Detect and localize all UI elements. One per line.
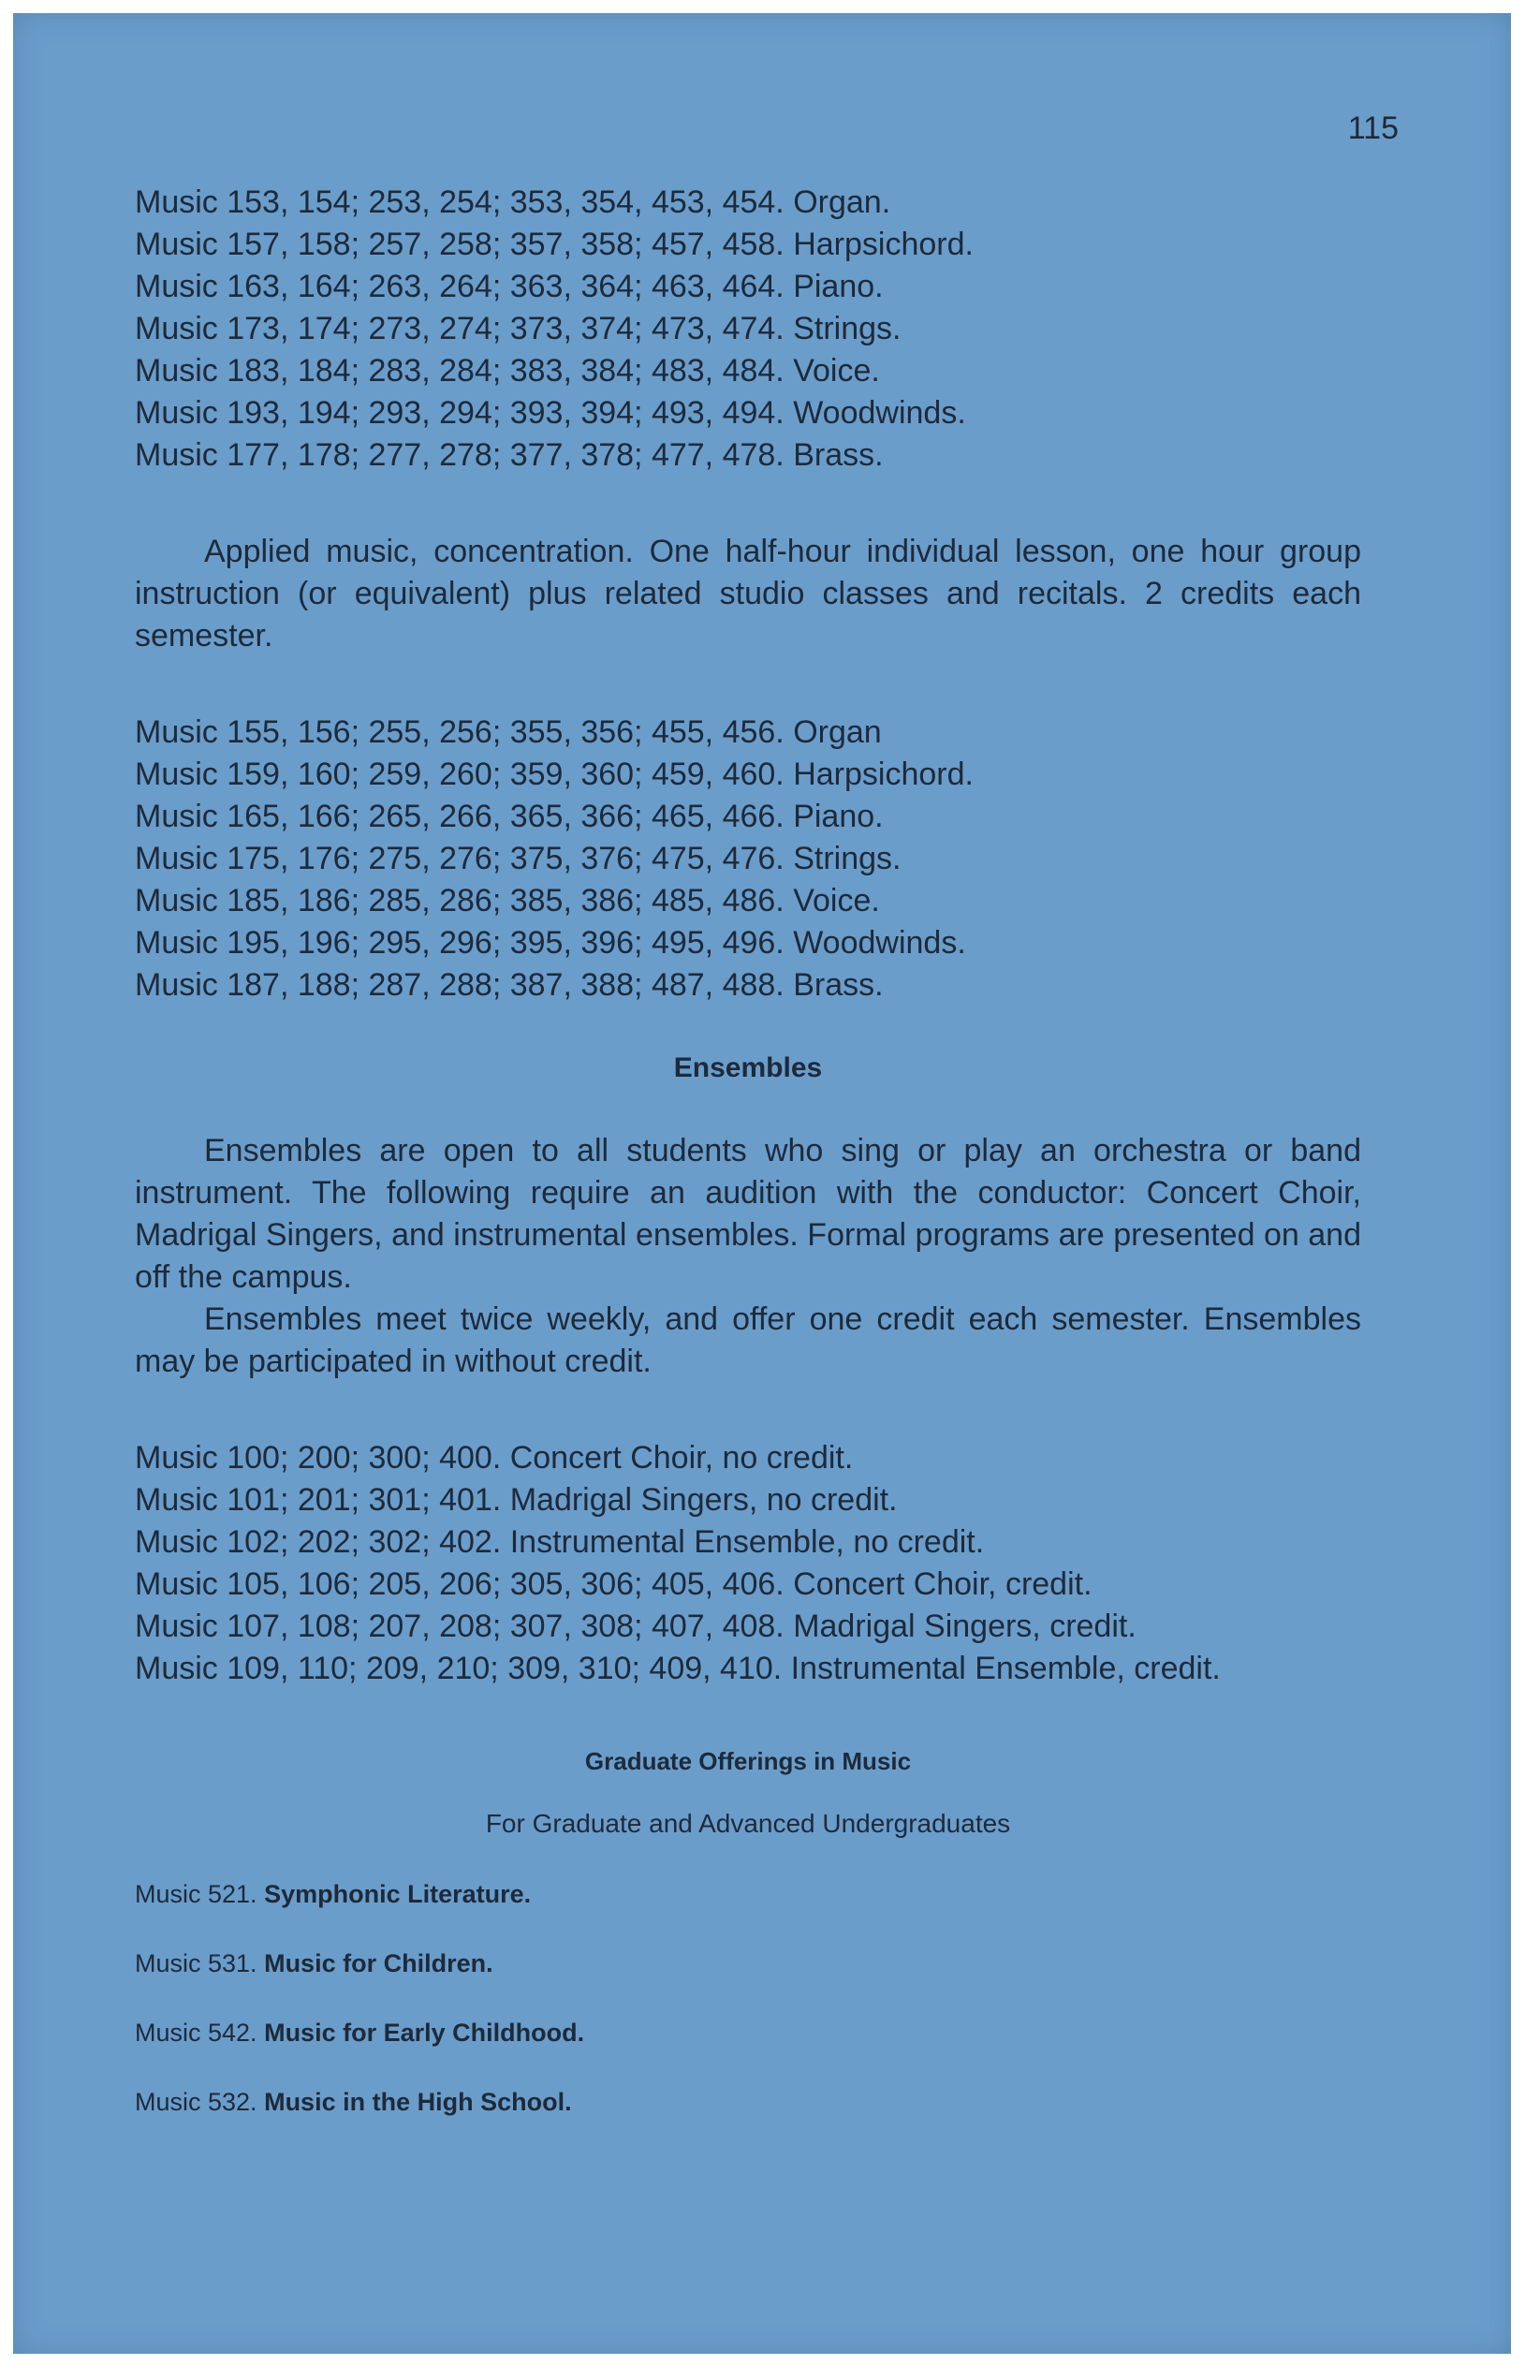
list-item: Music 157, 158; 257, 258; 357, 358; 457, 458. Harpsichord. <box>135 227 974 262</box>
course-title: Music in the High School. <box>264 2088 572 2116</box>
course-number: Music 542. <box>135 2019 257 2047</box>
ensembles-paragraph: Ensembles are open to all students who sing or play an orchestra or band instrument. The following require an audition with the conductor: Concert Choir, Madrigal Singers, and instrumental ensembles. Formal programs are presented on and off the campus. <box>135 1133 1361 1295</box>
ensembles-list <box>135 1437 1361 1690</box>
course-number: Music 531. <box>135 1949 257 1977</box>
graduate-list <box>135 1877 1361 2119</box>
list-item: Music 102; 202; 302; 402. Instrumental Ensemble, no credit. <box>135 1524 985 1560</box>
course-title: Symphonic Literature. <box>264 1880 532 1908</box>
concentration-list <box>135 182 1361 477</box>
list-item: Music 163, 164; 263, 264; 363, 364; 463, 464. Piano. <box>135 269 884 304</box>
list-item: Music 153, 154; 253, 254; 353, 354, 453, 454. Organ. <box>135 184 891 220</box>
list-item <box>135 2085 1361 2119</box>
list-item: Music 183, 184; 283, 284; 383, 384; 483, 484. Voice. <box>135 353 880 389</box>
list-item: Music 107, 108; 207, 208; 307, 308; 407, 408. Madrigal Singers, credit. <box>135 1609 1137 1644</box>
list-item: Music 109, 110; 209, 210; 309, 310; 409, 410. Instrumental Ensemble, credit. <box>135 1651 1221 1686</box>
applied-music-paragraph: Applied music, concentration. One half-hour individual lesson, one hour group instruction (or equivalent) plus related studio classes and recitals. 2 credits each semester. <box>135 534 1361 654</box>
catalog-page <box>13 13 1511 2354</box>
list-item: Music 175, 176; 275, 276; 375, 376; 475, 476. Strings. <box>135 841 902 876</box>
page-number: 115 <box>1347 110 1399 146</box>
list-item: Music 187, 188; 287, 288; 387, 388; 487, 488. Brass. <box>135 967 884 1003</box>
list-item: Music 185, 186; 285, 286; 385, 386; 485, 486. Voice. <box>135 883 880 918</box>
list-item <box>135 1947 1361 1980</box>
ensembles-paragraph: Ensembles meet twice weekly, and offer one credit each semester. Ensembles may be participated in without credit. <box>135 1301 1361 1379</box>
list-item: Music 193, 194; 293, 294; 393, 394; 493, 494. Woodwinds. <box>135 395 966 431</box>
graduate-subheading: For Graduate and Advanced Undergraduates <box>485 1809 1011 1838</box>
list-item: Music 159, 160; 259, 260; 359, 360; 459, 460. Harpsichord. <box>135 757 974 792</box>
list-item: Music 100; 200; 300; 400. Concert Choir, no credit. <box>135 1440 854 1476</box>
list-item: Music 177, 178; 277, 278; 377, 378; 477, 478. Brass. <box>135 437 884 473</box>
list-item: Music 173, 174; 273, 274; 373, 374; 473, 474. Strings. <box>135 311 902 346</box>
page-content <box>135 182 1361 2154</box>
ensembles-heading: Ensembles <box>673 1052 823 1083</box>
list-item <box>135 2016 1361 2049</box>
list-item <box>135 1877 1361 1911</box>
list-item: Music 155, 156; 255, 256; 355, 356; 455, 456. Organ <box>135 714 882 750</box>
course-title: Music for Early Childhood. <box>264 2019 585 2047</box>
list-item: Music 101; 201; 301; 401. Madrigal Singers, no credit. <box>135 1482 898 1518</box>
course-number: Music 532. <box>135 2088 257 2116</box>
course-title: Music for Children. <box>264 1949 493 1977</box>
list-item: Music 105, 106; 205, 206; 305, 306; 405, 406. Concert Choir, credit. <box>135 1566 1093 1602</box>
course-number: Music 521. <box>135 1880 257 1908</box>
applied-list <box>135 712 1361 1006</box>
list-item: Music 165, 166; 265, 266, 365, 366; 465, 466. Piano. <box>135 799 884 834</box>
graduate-heading: Graduate Offerings in Music <box>584 1747 912 1775</box>
list-item: Music 195, 196; 295, 296; 395, 396; 495, 496. Woodwinds. <box>135 925 966 961</box>
